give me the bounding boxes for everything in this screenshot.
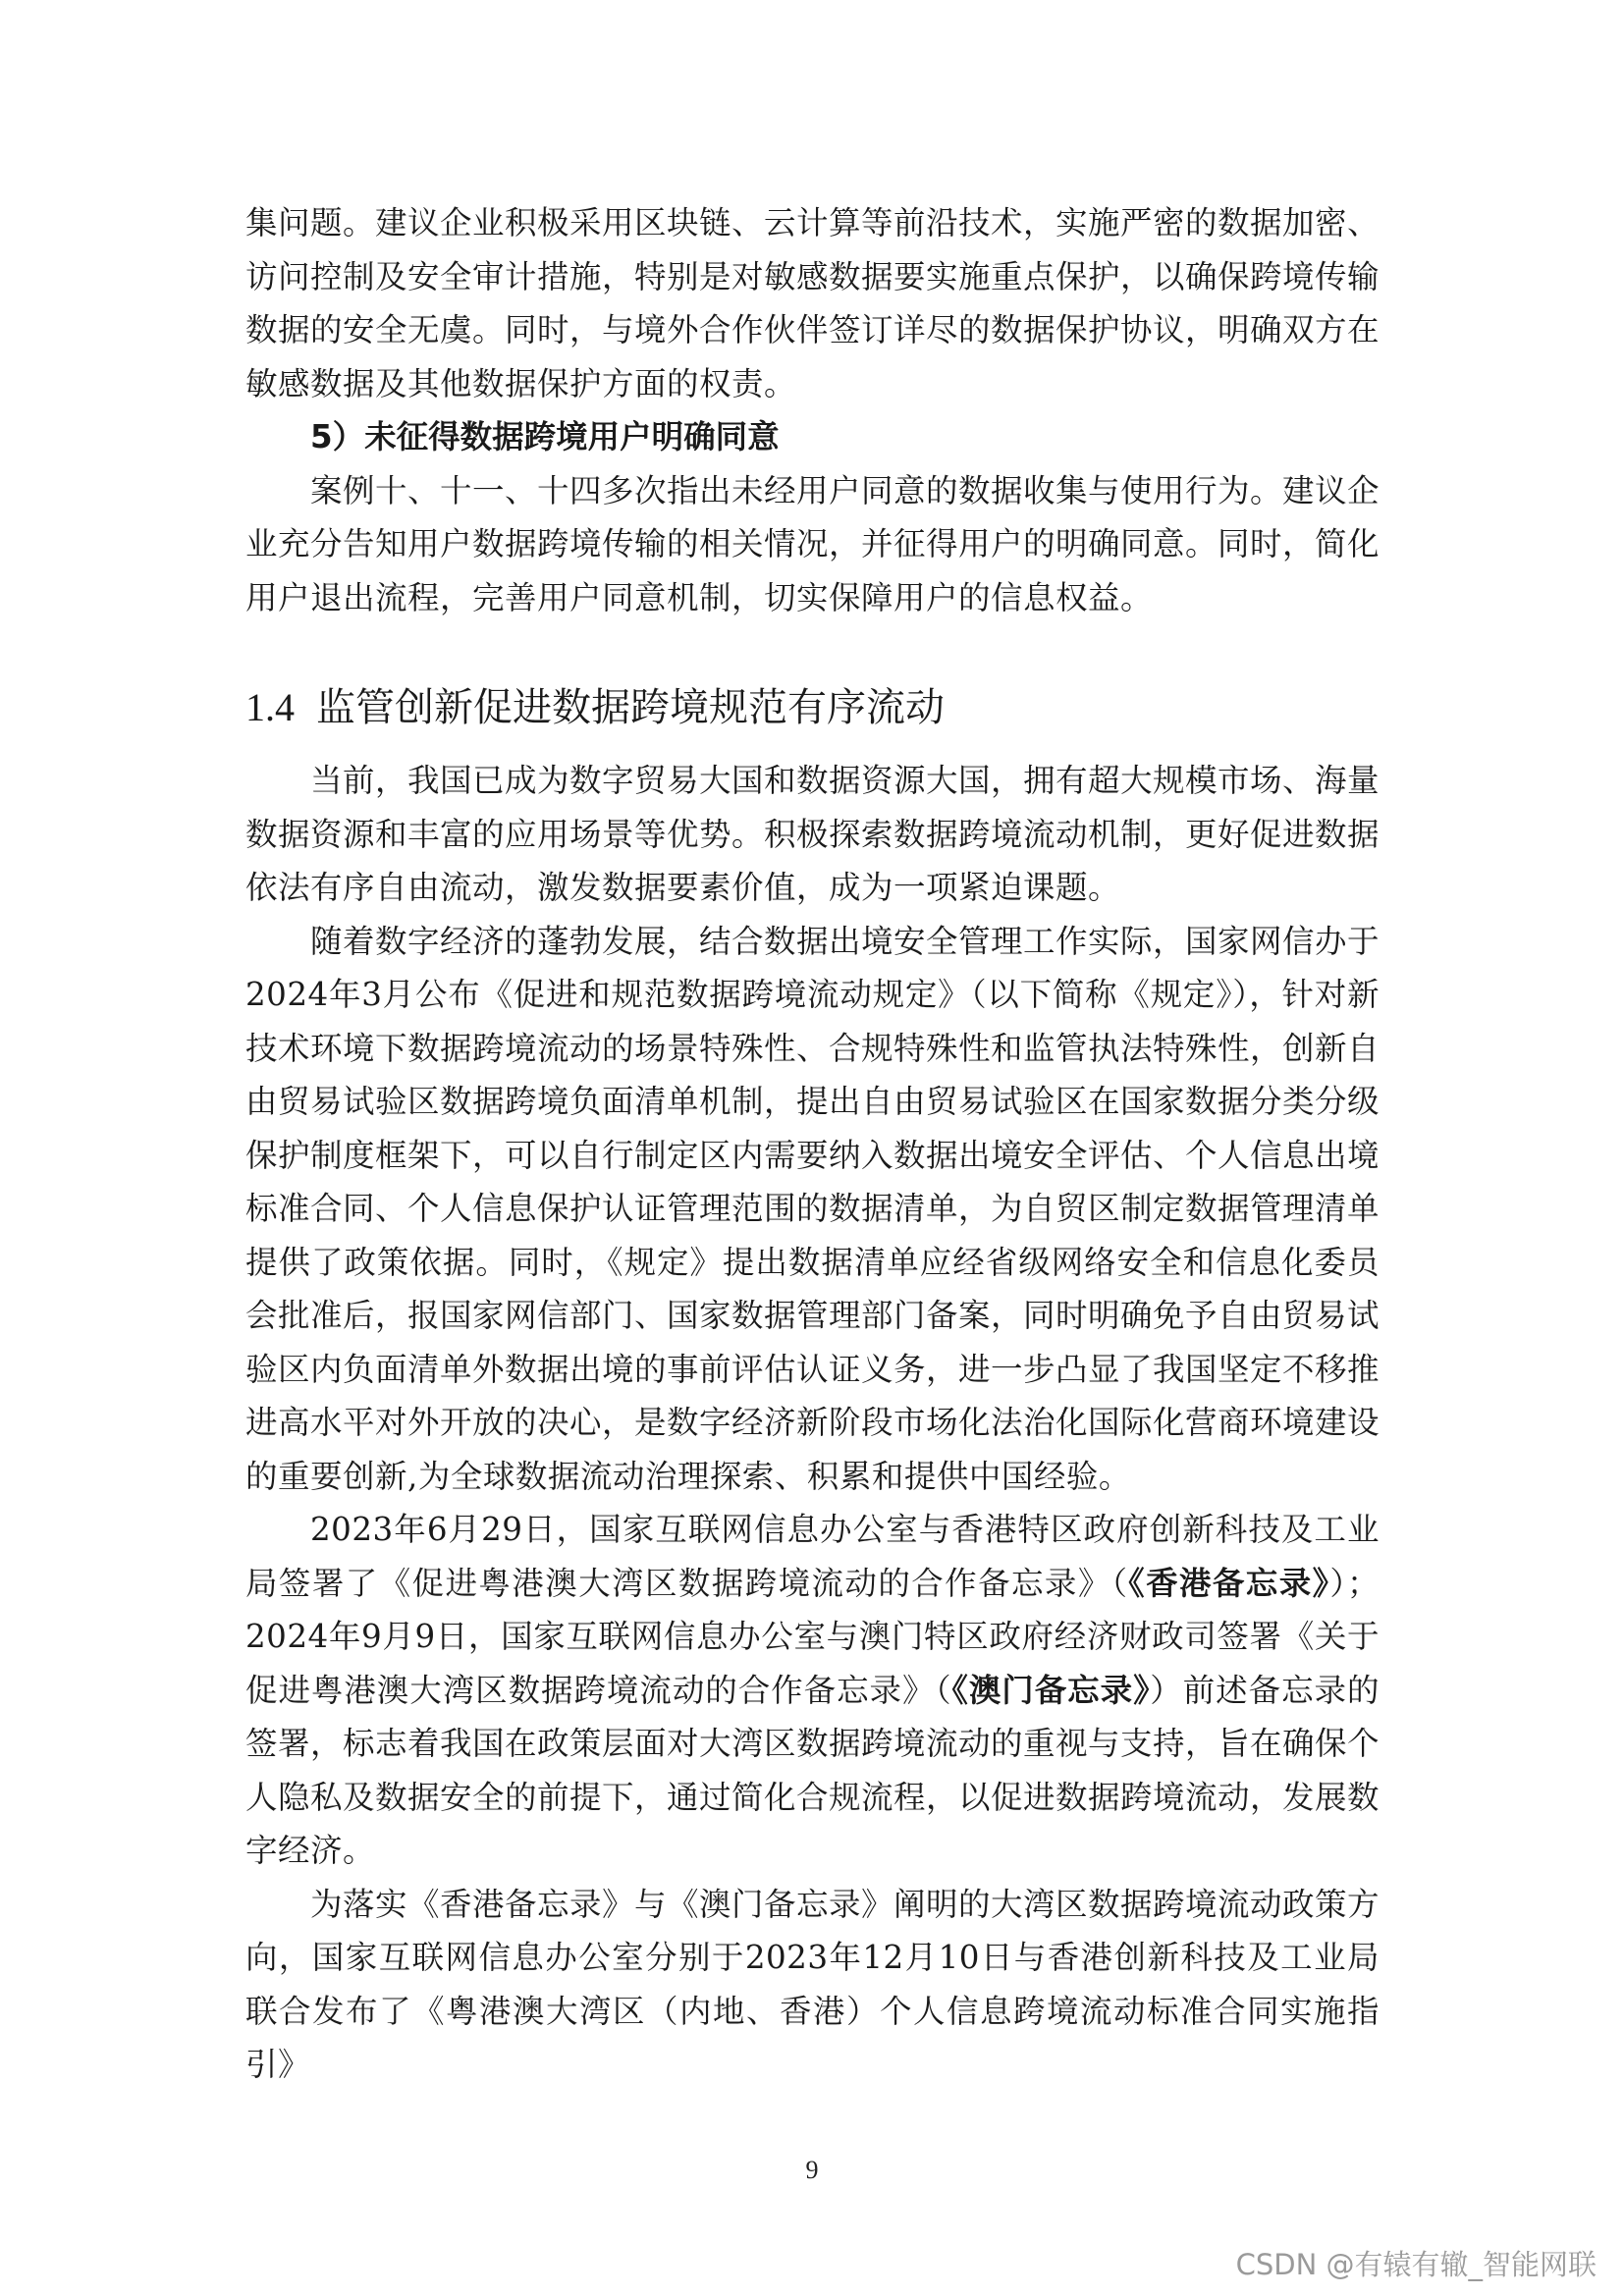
paragraph-implementation: 为落实《香港备忘录》与《澳门备忘录》阐明的大湾区数据跨境流动政策方向，国家互联网信息办公室分别于2023年12月10日与香港创新科技及工业局联合发布了《粤港澳大湾区（内地、香港）个人信息跨境流动标准合同实施指引》 (245, 1885, 1380, 2083)
section-number: 1.4 (245, 685, 295, 729)
csdn-watermark: CSDN @有辕有辙_智能网联 (1235, 2248, 1597, 2281)
document-page (245, 196, 1380, 2092)
macau-memo-title: 《澳门备忘录》 (951, 1671, 1151, 1709)
page-number: 9 (805, 2156, 819, 2184)
section-heading (245, 673, 1380, 742)
paragraph-regulation: 随着数字经济的蓬勃发展，结合数据出境安全管理工作实际，国家网信办于2024年3月公布《促进和规范数据跨境流动规定》（以下简称《规定》），针对新技术环境下数据跨境流动的场景特殊性、合规特殊性和监管执法特殊性，创新自由贸易试验区数据跨境负面清单机制，提出自由贸易试验区在国家数据分类分级保护制度框架下，可以自行制定区内需要纳入数据出境安全评估、个人信息出境标准合同、个人信息保护认证管理范围的数据清单，为自贸区制定数据管理清单提供了政策依据。同时，《规定》提出数据清单应经省级网络安全和信息化委员会批准后，报国家网信部门、国家数据管理部门备案，同时明确免予自由贸易试验区内负面清单外数据出境的事前评估认证义务，进一步凸显了我国坚定不移推进高水平对外开放的决心，是数字经济新阶段市场化法治化国际化营商环境建设的重要创新,为全球数据流动治理探索、积累和提供中国经验。 (245, 922, 1380, 1495)
section-title: 监管创新促进数据跨境规范有序流动 (316, 685, 945, 730)
memo-text-c: ）；2024年9月9日，国家互联网信息办公室与澳门特区政府经济财政司签署《关于促进粤港澳大湾区数据跨境流动的合作备忘录》（ (245, 1564, 1380, 1709)
hk-memo-title: 《香港备忘录》 (1128, 1564, 1330, 1602)
paragraph-user-consent: 案例十、十一、十四多次指出未经用户同意的数据收集与使用行为。建议企业充分告知用户数据跨境传输的相关情况，并征得用户的明确同意。同时，简化用户退出流程，完善用户同意机制，切实保障用户的信息权益。 (245, 471, 1380, 616)
subheading-user-consent: 5）未征得数据跨境用户明确同意 (310, 418, 780, 455)
memo-text-e: ）前述备忘录的签署，标志着我国在政策层面对大湾区数据跨境流动的重视与支持，旨在确保个人隐私及数据安全的前提下，通过简化合规流程，以促进数据跨境流动，发展数字经济。 (245, 1671, 1380, 1869)
paragraph-current-status: 当前，我国已成为数字贸易大国和数据资源大国，拥有超大规模市场、海量数据资源和丰富的应用场景等优势。积极探索数据跨境流动机制，更好促进数据依法有序自由流动，激发数据要素价值，成为一项紧迫课题。 (245, 762, 1380, 906)
paragraph-data-protection: 集问题。建议企业积极采用区块链、云计算等前沿技术，实施严密的数据加密、访问控制及安全审计措施，特别是对敏感数据要实施重点保护，以确保跨境传输数据的安全无虞。同时，与境外合作伙伴签订详尽的数据保护协议，明确双方在敏感数据及其他数据保护方面的权责。 (245, 204, 1380, 402)
paragraph-memorandums (245, 1503, 1380, 1878)
memo-text-a: 2023年6月29日，国家互联网信息办公室与香港特区政府创新科技及工业局签署了《促进粤港澳大湾区数据跨境流动的合作备忘录》（ (245, 1511, 1380, 1602)
